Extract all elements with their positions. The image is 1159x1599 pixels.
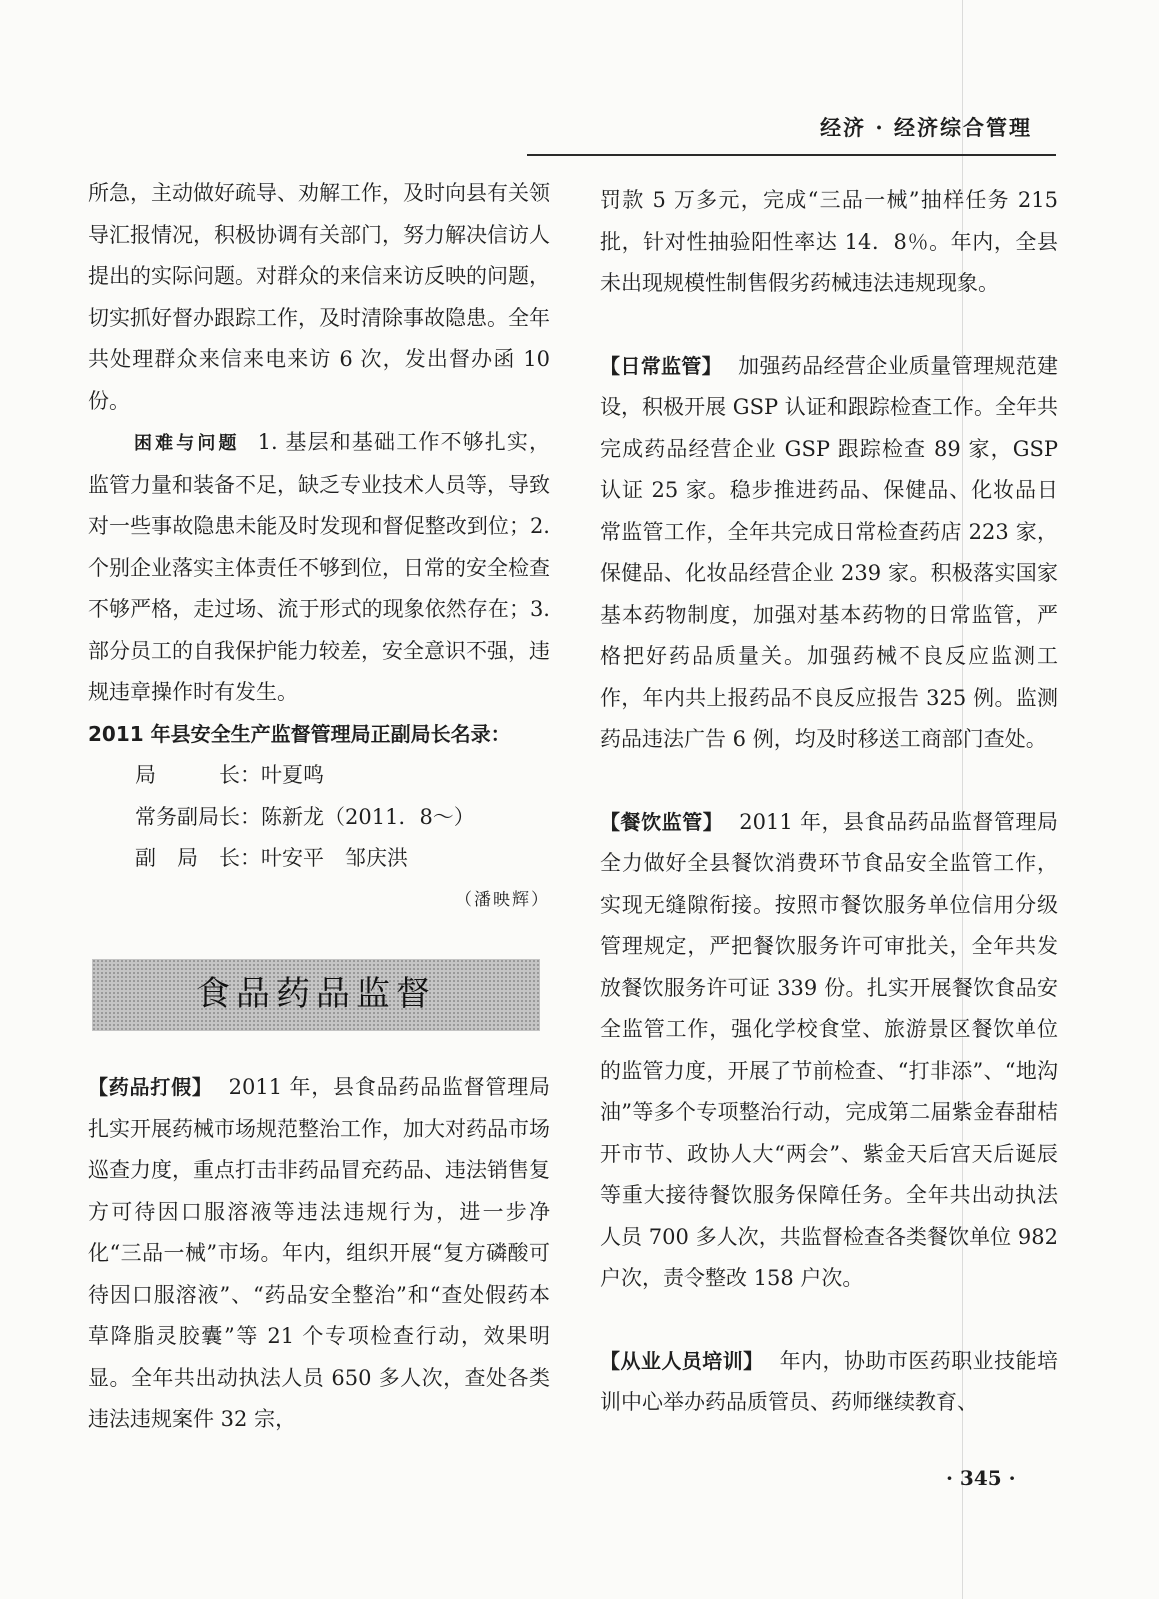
leader-row: [135, 755, 550, 797]
running-header: [527, 110, 1056, 156]
paragraph-letters-visits: 所急，主动做好疏导、劝解工作，及时向县有关领导汇报情况，积极协调有关部门，努力解决信访人提出的实际问题。对群众的来信来访反映的问题，切实抓好督办跟踪工作，及时清除事故隐患。全年共处理群众来信来电来访 6 次，发出督办函 10 份。: [88, 181, 550, 413]
left-column: [88, 173, 550, 1441]
leader-row: [135, 797, 550, 839]
daily-text: 加强药品经营企业质量管理规范建设，积极开展 GSP 认证和跟踪检查工作。全年共完成药品经营企业 GSP 跟踪检查 89 家，GSP 认证 25 家。稳步推进药品、保健品、化妆品日常监管工作，全年共完成日常检查药店 223 家，保健品、化妆品经营企业 239 家。积极落实国家基本药物制度，加强对基本药物的日常监管，严格把好药品质量关。加强药械不良反应监测工作，年内共上报药品不良反应报告 325 例。监测药品违法广告 6 例，均及时移送工商部门查处。: [600, 353, 1059, 751]
leader-role: 常务副局长：: [135, 804, 261, 829]
section-title: 食品药品监督: [196, 974, 436, 1015]
drug-fake-heading: 【药品打假】: [88, 1075, 213, 1099]
leader-name: 叶夏鸣: [261, 763, 324, 787]
training-heading: 【从业人员培训】: [600, 1348, 764, 1373]
leader-name: 陈新龙（2011．8～）: [261, 804, 475, 829]
paragraph-training: [600, 1341, 1058, 1424]
catering-heading: 【餐饮监管】: [600, 809, 724, 834]
leader-name: 叶安平 邹庆洪: [261, 846, 408, 870]
paragraph-drug-fake: [88, 1067, 550, 1441]
paragraph-gap: [600, 1300, 1058, 1341]
section-banner: [92, 959, 540, 1031]
paragraph-gap: [600, 305, 1058, 346]
difficulties-text: 1. 基层和基础工作不够扎实，监管力量和装备不足，缺乏专业技术人员等，导致对一些事故隐患未能及时发现和督促整改到位；2. 个别企业落实主体责任不够到位，日常的安全检查不够严格，走过场、流于形式的现象依然存在；3. 部分员工的自我保护能力较差，安全意识不强，违规违章操作时有发生。: [88, 430, 550, 704]
paragraph-difficulties: [88, 422, 550, 714]
catering-text: 2011 年，县食品药品监督管理局全力做好全县餐饮消费环节食品安全监管工作，实现无缝隙衔接。按照市餐饮服务单位信用分级管理规定，严把餐饮服务许可审批关，全年共发放餐饮服务许可证 339 份。扎实开展餐饮食品安全监管工作，强化学校食堂、旅游景区餐饮单位的监管力度，开展了节前检查、“打非添”、“地沟油”等多个专项整治行动，完成第二届紫金春甜桔开市节、政协人大“两会”、紫金天后宫天后诞辰等重大接待餐饮服务保障任务。全年共出动执法人员 700 多人次，共监督检查各类餐饮单位 982 户次，责令整改 158 户次。: [600, 809, 1058, 1290]
leader-role: 副 局 长：: [135, 846, 261, 870]
paragraph-daily: [600, 346, 1058, 761]
leader-row: [135, 838, 550, 880]
paragraph-gap: [600, 761, 1058, 802]
author-credit: （潘映辉）: [455, 889, 550, 910]
leaders-list: [88, 755, 550, 880]
drug-fake-text: 2011 年，县食品药品监督管理局扎实开展药械市场规范整治工作，加大对药品市场巡查力度，重点打击非药品冒充药品、违法销售复方可待因口服溶液等违法违规行为，进一步净化“三品一械”市场。年内，组织开展“复方磷酸可待因口服溶液”、“药品安全整治”和“查处假药本草降脂灵胶囊”等 21 个专项检查行动，效果明显。全年共出动执法人员 650 多人次，查处各类违法违规案件 32 宗，: [88, 1075, 550, 1431]
difficulties-term: 困难与问题: [134, 433, 240, 454]
right-column: [600, 180, 1058, 1424]
page-number: · 345 ·: [946, 1466, 1016, 1490]
daily-heading: 【日常监管】: [600, 353, 723, 378]
paragraph-catering: [600, 802, 1058, 1300]
paragraph-continued: 罚款 5 万多元，完成“三品一械”抽样任务 215 批，针对性抽验阳性率达 14．8％。年内，全县未出现规模性制售假劣药械违法违规现象。: [600, 188, 1058, 295]
leader-role: 局 长：: [135, 763, 261, 787]
leaders-title: 2011 年县安全生产监督管理局正副局长名录：: [88, 721, 511, 746]
training-text: 年内，协助市医药职业技能培训中心举办药品质管员、药师继续教育、: [600, 1348, 1059, 1414]
header-title: 经济 · 经济综合管理: [820, 115, 1032, 140]
